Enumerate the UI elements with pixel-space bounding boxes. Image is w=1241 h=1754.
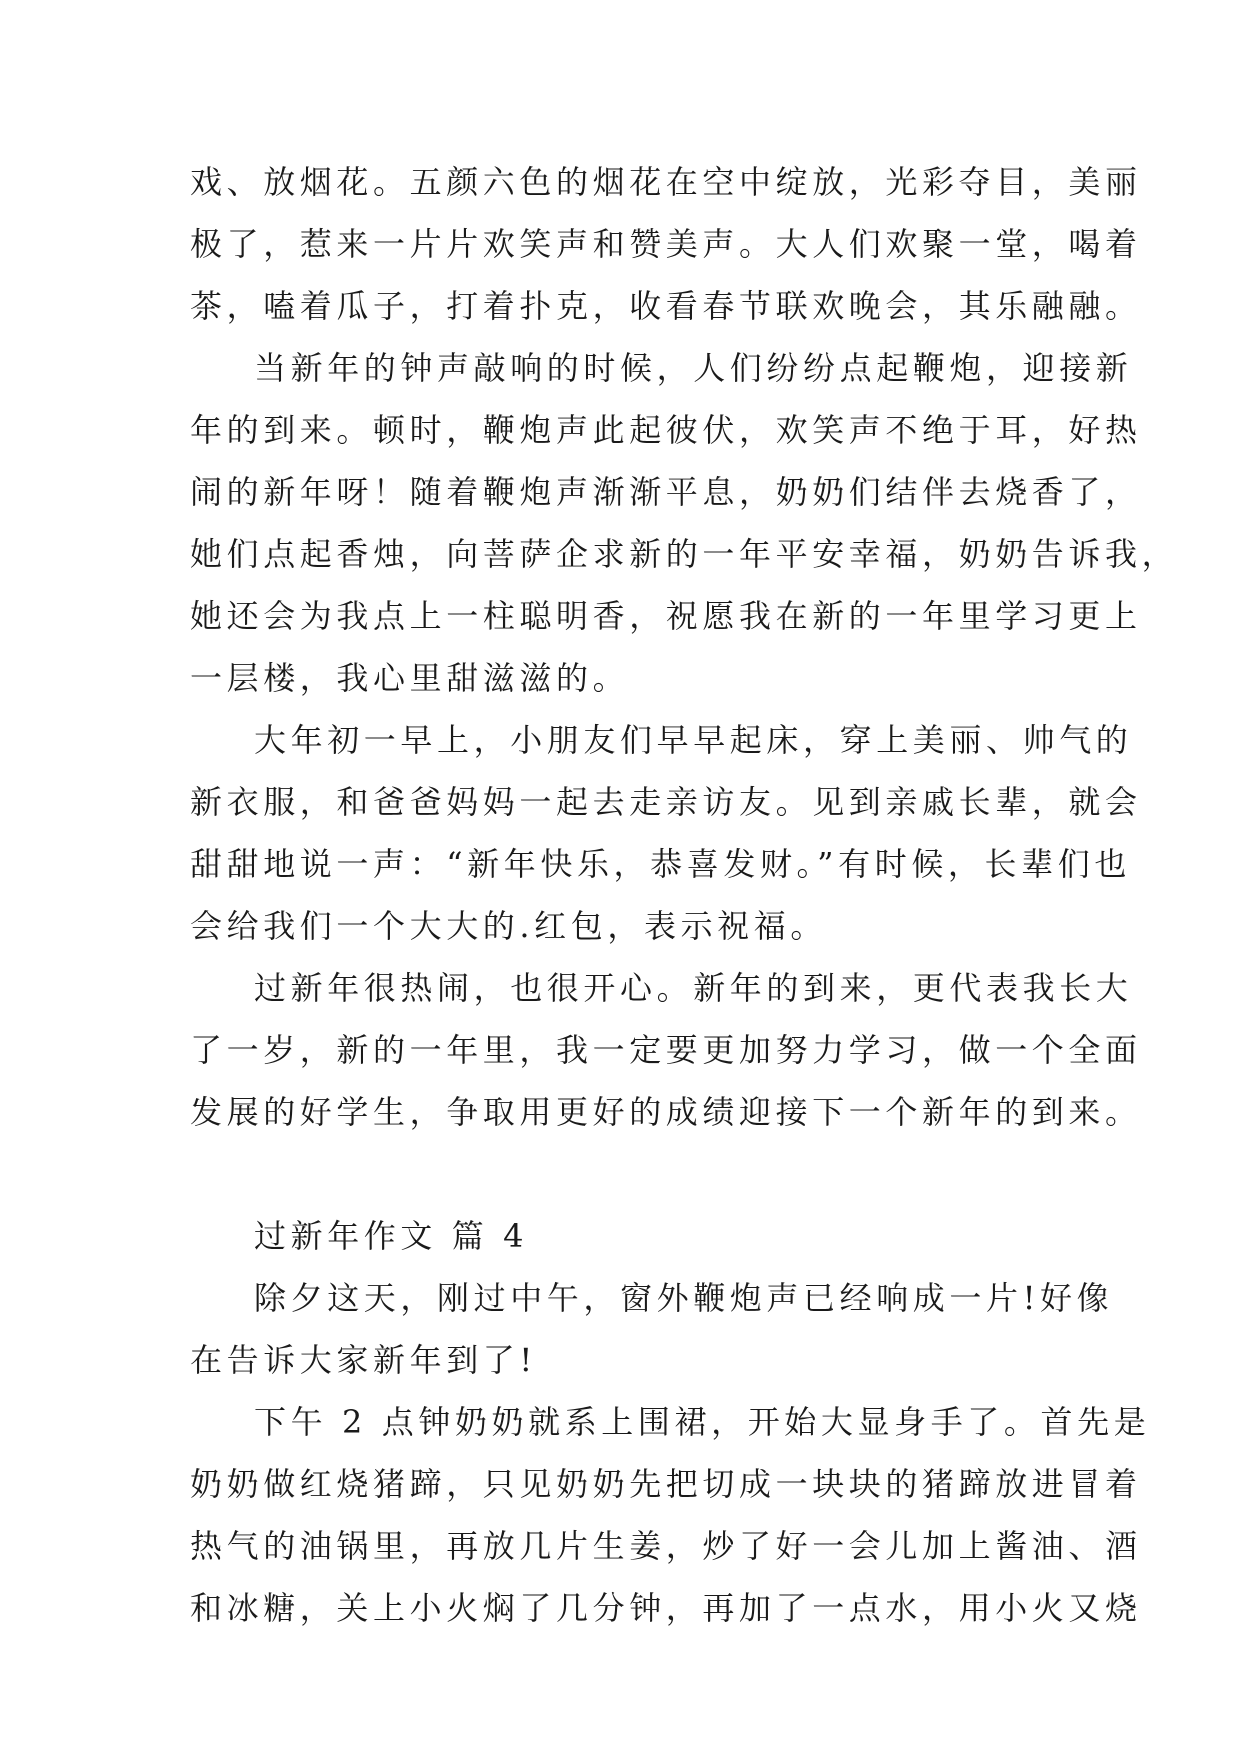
text-line: 了一岁，新的一年里，我一定要更加努力学习，做一个全面 <box>190 1031 1142 1069</box>
text-line: 奶奶做红烧猪蹄，只见奶奶先把切成一块块的猪蹄放进冒着 <box>190 1465 1142 1503</box>
text-line: 茶，嗑着瓜子，打着扑克，收看春节联欢晚会，其乐融融。 <box>190 287 1142 325</box>
paragraph-start-line: 当新年的钟声敲响的时候，人们纷纷点起鞭炮，迎接新 <box>254 349 1133 387</box>
text-line: 新衣服，和爸爸妈妈一起去走亲访友。见到亲戚长辈，就会 <box>190 783 1142 821</box>
text-line: 闹的新年呀！随着鞭炮声渐渐平息，奶奶们结伴去烧香了， <box>190 473 1142 511</box>
paragraph-start-line: 下午 2 点钟奶奶就系上围裙，开始大显身手了。首先是 <box>254 1403 1151 1441</box>
text-line: 会给我们一个大大的.红包，表示祝福。 <box>190 907 827 945</box>
text-line: 她们点起香烛，向菩萨企求新的一年平安幸福，奶奶告诉我， <box>190 535 1179 573</box>
text-line: 在告诉大家新年到了! <box>190 1341 537 1379</box>
text-line: 戏、放烟花。五颜六色的烟花在空中绽放，光彩夺目，美丽 <box>190 163 1142 201</box>
text-line: 她还会为我点上一柱聪明香，祝愿我在新的一年里学习更上 <box>190 597 1142 635</box>
paragraph-start-line: 大年初一早上，小朋友们早早起床，穿上美丽、帅气的 <box>254 721 1133 759</box>
text-line: 甜甜地说一声：“新年快乐，恭喜发财。”有时候，长辈们也 <box>190 845 1131 883</box>
text-line: 热气的油锅里，再放几片生姜，炒了好一会儿加上酱油、酒 <box>190 1527 1142 1565</box>
text-line: 一层楼，我心里甜滋滋的。 <box>190 659 630 697</box>
paragraph-start-line: 除夕这天，刚过中午，窗外鞭炮声已经响成一片!好像 <box>254 1279 1114 1317</box>
text-line: 年的到来。顿时，鞭炮声此起彼伏，欢笑声不绝于耳，好热 <box>190 411 1142 449</box>
text-line: 极了，惹来一片片欢笑声和赞美声。大人们欢聚一堂，喝着 <box>190 225 1142 263</box>
section-heading: 过新年作文 篇 4 <box>254 1217 529 1255</box>
paragraph-start-line: 过新年很热闹，也很开心。新年的到来，更代表我长大 <box>254 969 1133 1007</box>
text-line: 发展的好学生，争取用更好的成绩迎接下一个新年的到来。 <box>190 1093 1142 1131</box>
text-line: 和冰糖，关上小火焖了几分钟，再加了一点水，用小火又烧 <box>190 1589 1142 1627</box>
